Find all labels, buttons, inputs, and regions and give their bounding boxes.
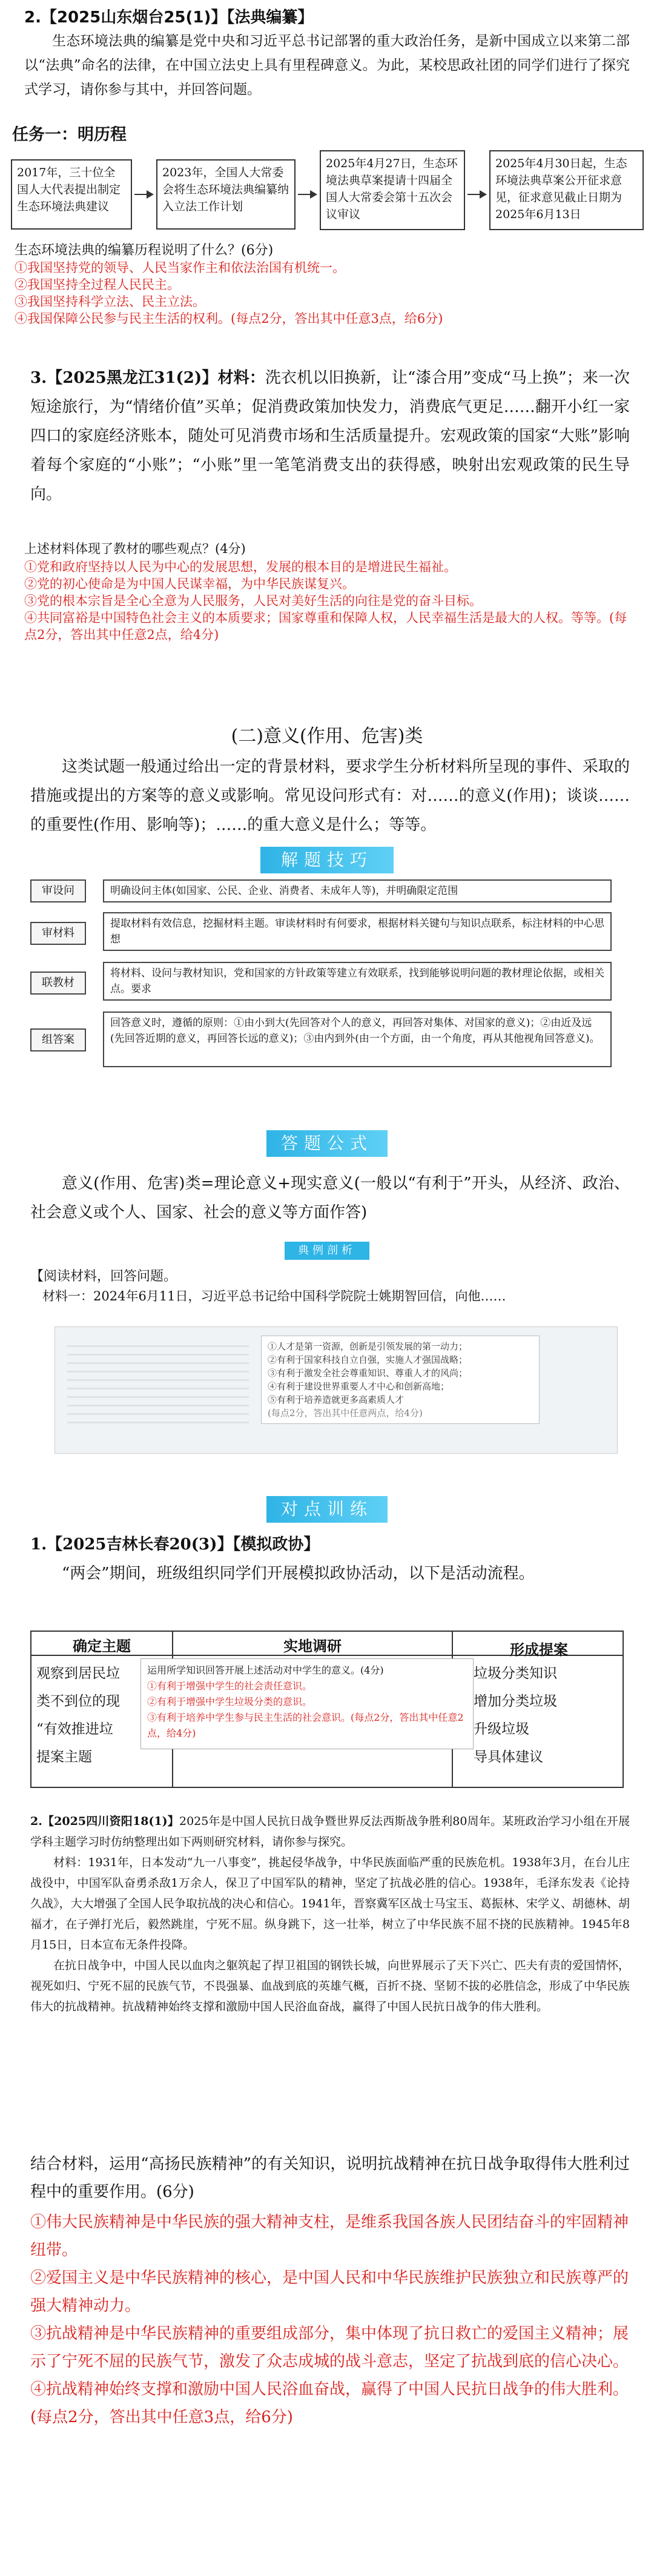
method-step: [30, 912, 612, 956]
example-prompt: 【阅读材料，回答问题。: [30, 1269, 177, 1284]
example-material: 材料一：2024年6月11日，习近平总书记给中国科学院院士姚期智回信，向他……: [42, 1289, 506, 1303]
answer-line: ①我国坚持党的领导、人民当家作主和依法治国有机统一。: [15, 260, 345, 275]
answer-line: ②爱国主义是中华民族精神的核心，是中国人民和中华民族维护民族独立和民族尊严的强大精神动力。: [30, 2269, 629, 2315]
section-title: (二)意义(作用、危害)类: [231, 726, 423, 747]
practice-q2-material2: 在抗日战争中，中国人民以血肉之躯筑起了捍卫祖国的钢铁长城，向世界展示了天下兴亡、匹夫有责的爱国情怀，视死如归、宁死不屈的民族气节，不畏强暴、血战到底的英雄气概，百折不挠、坚韧不拔的必胜信念，形成了中华民族伟大的抗战精神。抗战精神始终支撑和激励中国人民浴血奋战，赢得了中国人民抗日战争的伟大胜利。: [30, 1959, 630, 2013]
example-answer-line: ④有利于建设世界重要人才中心和创新高地；: [268, 1381, 450, 1392]
q2-question: 生态环境法典的编纂历程说明了什么？(6分): [15, 243, 274, 258]
answer-line: ④共同富裕是中国特色社会主义的本质要求；国家尊重和保障人权，人民幸福生活是最大的人权。等等。(每点2分，答出其中任意2点，给4分): [24, 611, 627, 642]
timeline-arrow: [134, 194, 153, 195]
q3-question: 上述材料体现了教材的哪些观点？(4分): [24, 541, 246, 556]
practice-q2-intro: 2025年是中国人民抗日战争暨世界反法西斯战争胜利80周年。某班政治学习小组在开展学科主题学习时仿纳整理出如下两则研究材料，请你参与探究。: [30, 1815, 630, 1849]
q1-answer-card: [140, 1658, 474, 1749]
method-tag: 审设问: [30, 879, 86, 902]
timeline-step-3: 2025年4月27日，生态环境法典草案提请十四届全国人大常委会第十五次会议审议: [320, 150, 465, 230]
method-step: [30, 879, 612, 906]
answer-line: ②党的初心使命是为中国人民谋幸福，为中华民族谋复兴。: [24, 577, 355, 591]
table-cell: 升级垃圾: [474, 1721, 529, 1737]
method-tag: 联教材: [30, 972, 86, 995]
answer-line: ④抗战精神始终支撑和激励中国人民浴血奋战，赢得了中国人民抗日战争的伟大胜利。(每点2分，答出其中任意3点，给6分): [30, 2380, 629, 2426]
answer-line: ④我国保障公民参与民主生活的权利。(每点2分，答出其中任意3点，给6分): [15, 311, 443, 326]
practice-q2-header: 2.【2025四川资阳18(1)】: [30, 1815, 179, 1828]
answer-line: ③党的根本宗旨是全心全意为人民服务，人民对美好生活的向往是党的奋斗目标。: [24, 594, 482, 608]
example-blurred-text: [67, 1345, 249, 1424]
method-text: 提取材料有效信息，挖掘材料主题。审读材料时有何要求，根据材料关键句与知识点联系，标注材料的中心思想: [103, 912, 612, 951]
q1-question: 运用所学知识回答开展上述活动对中学生的意义。(4分): [147, 1664, 384, 1676]
q3-answers: [24, 558, 630, 643]
example-card: [54, 1326, 618, 1454]
method-text: 将材料、设问与教材知识，党和国家的方针政策等建立有效联系，找到能够说明问题的教材理论依据，或相关点。要求: [103, 962, 612, 1001]
table-cell: 类不到位的现: [36, 1694, 120, 1709]
timeline-step-4: 2025年4月30日起，生态环境法典草案公开征求意见，征求意见截止日期为2025年6月13日: [489, 150, 644, 230]
practice-q2-question: 结合材料，运用“高扬民族精神”的有关知识，说明抗战精神在抗日战争取得伟大胜利过程中的重要作用。(6分): [30, 2155, 630, 2201]
example-answer-panel: [261, 1336, 540, 1424]
answer-line: ③我国坚持科学立法、民主立法。: [15, 294, 205, 309]
example-banner: 典例剖析: [285, 1242, 369, 1260]
practice-q1-header: 1.【2025吉林长春20(3)】【模拟政协】: [30, 1535, 320, 1554]
task-label: 任务一：明历程: [12, 125, 127, 144]
practice-q2-text: [30, 1811, 630, 2017]
table-cell: 增加分类垃圾: [474, 1694, 557, 1709]
answer-line: ①有利于增强中学生的社会责任意识。: [147, 1680, 312, 1692]
q2-answers: [15, 259, 632, 327]
timeline-step-1: 2017年，三十位全国人大代表提出制定生态环境法典建议: [11, 159, 132, 230]
method-tag: 审材料: [30, 922, 86, 945]
formula-banner: 答题公式: [266, 1130, 388, 1157]
table-cell: 提案主题: [36, 1749, 92, 1765]
example-answer-line: ③有利于激发全社会尊重知识、尊重人才的风尚；: [268, 1368, 468, 1379]
practice-q1-material: “两会”期间，班级组织同学们开展模拟政协活动，以下是活动流程。: [62, 1564, 535, 1583]
table-header: 实地调研: [283, 1637, 342, 1655]
q2-intro: 生态环境法典的编纂是党中央和习近平总书记部署的重大政治任务，是新中国成立以来第二部以“法典”命名的法律，在中国立法史上具有里程碑意义。为此，某校思政社团的同学们进行了探究式学习，请你参与其中，并回答问题。: [24, 33, 630, 98]
section-intro: 这类试题一般通过给出一定的背景材料，要求学生分析材料所呈现的事件、采取的措施或提出的方案等的意义或影响。常见设问形式有：对……的意义(作用)；谈谈……的重要性(作用、影响等)；……的重大意义是什么；等等。: [30, 758, 630, 834]
answer-line: ②有利于增强中学生垃圾分类的意识。: [147, 1696, 312, 1707]
example-answer-line: ⑤有利于培养造就更多高素质人才: [268, 1394, 405, 1405]
practice-q1-text: [30, 1530, 630, 1588]
answer-line: ③抗战精神是中华民族精神的重要组成部分，集中体现了抗日救亡的爱国主义精神；展示了宁死不屈的民族气节，激发了众志成城的战斗意志，坚定了抗战到底的信心决心。: [30, 2325, 629, 2371]
method-step: [30, 1012, 612, 1070]
timeline-arrow: [467, 194, 486, 195]
answer-line: ①伟大民族精神是中华民族的强大精神支柱，是维系我国各族人民团结奋斗的牢固精神纽带。: [30, 2213, 629, 2259]
q3-header: 3.【2025黑龙江31(2)】: [30, 369, 218, 387]
table-cell: “有效推进垃: [36, 1721, 113, 1737]
answer-line: ②我国坚持全过程人民民主。: [15, 277, 180, 292]
table-cell: 垃圾分类知识: [474, 1666, 557, 1681]
example-answer-line: ②有利于国家科技自立自强，实施人才强国战略；: [268, 1354, 468, 1365]
table-cell: 导具体建议: [474, 1749, 543, 1765]
method-text: 回答意义时，遵循的原则：①由小到大(先回答对个人的意义，再回答对集体、对国家的意义)；②由近及远(先回答近期的意义，再回答长远的意义)；③由内到外(由一个方面，由一个角度，再从其他视角回答意义)。: [103, 1012, 612, 1067]
timeline-arrow: [298, 194, 316, 195]
method-text: 明确设问主体(如国家、公民、企业、消费者、未成年人等)，并明确限定范围: [103, 879, 612, 902]
practice-banner: 对点训练: [266, 1496, 388, 1523]
q3-text: [30, 363, 630, 509]
q2-header: 2.【2025山东烟台25(1)】【法典编纂】: [24, 8, 314, 27]
practice-q2-material: 材料：1931年，日本发动“九一八事变”，挑起侵华战争，中华民族面临严重的民族危机。1938年3月，在台儿庄战役中，中国军队奋勇杀敌1万余人，保卫了中国军队的精神，坚定了抗战必胜的信心。1938年，毛泽东发表《论持久战》，大大增强了全国人民争取抗战的决心和信心。1941年，晋察冀军区战士马宝玉、葛振林、宋学义、胡德林、胡福才，在子弹打光后，毅然跳崖，宁死不屈。纵身跳下，这一壮举，树立了中华民族不屈不挠的民族精神。1945年8月15日，日本宣布无条件投降。: [30, 1856, 630, 1952]
method-step: [30, 962, 612, 1005]
answer-line: ③有利于培养中学生参与民主生活的社会意识。(每点2分，答出其中任意2点，给4分): [147, 1712, 464, 1739]
q3-material: 洗衣机以旧换新，让“漆合用”变成“马上换”；来一次短途旅行，为“情绪价值”买单；促消费政策加快发力，消费底气更足……翻开小红一家四口的家庭经济账本，随处可见消费市场和生活质量提升。宏观政策的国家“大账”影响着每个家庭的“小账”；“小账”里一笔笔消费支出的获得感，映射出宏观政策的民生导向。: [30, 369, 630, 503]
method-tag: 组答案: [30, 1028, 86, 1051]
table-cell: 观察到居民垃: [36, 1666, 120, 1681]
timeline-step-2: 2023年，全国人大常委会将生态环境法典编纂纳入立法工作计划: [156, 159, 296, 230]
practice-q2-answers: [30, 2208, 630, 2431]
table-col3: [474, 1660, 557, 1771]
q3-material-label: 材料：: [217, 369, 265, 387]
activity-table: [30, 1631, 624, 1788]
table-col1: [36, 1660, 120, 1771]
example-answer-line: ①人才是第一资源，创新是引领发展的第一动力；: [268, 1341, 468, 1352]
table-header: 确定主题: [73, 1637, 131, 1655]
answer-line: ①党和政府坚持以人民为中心的发展思想，发展的根本目的是增进民生福祉。: [24, 560, 457, 574]
formula-text: 意义(作用、危害)类=理论意义+现实意义(一般以“有利于”开头，从经济、政治、社会意义或个人、国家、社会的意义等方面作答): [30, 1174, 630, 1222]
example-note: (每点2分，答出其中任意两点，给4分): [268, 1408, 423, 1419]
tips-banner: 解题技巧: [260, 847, 394, 873]
table-header: 形成提案: [510, 1641, 568, 1658]
